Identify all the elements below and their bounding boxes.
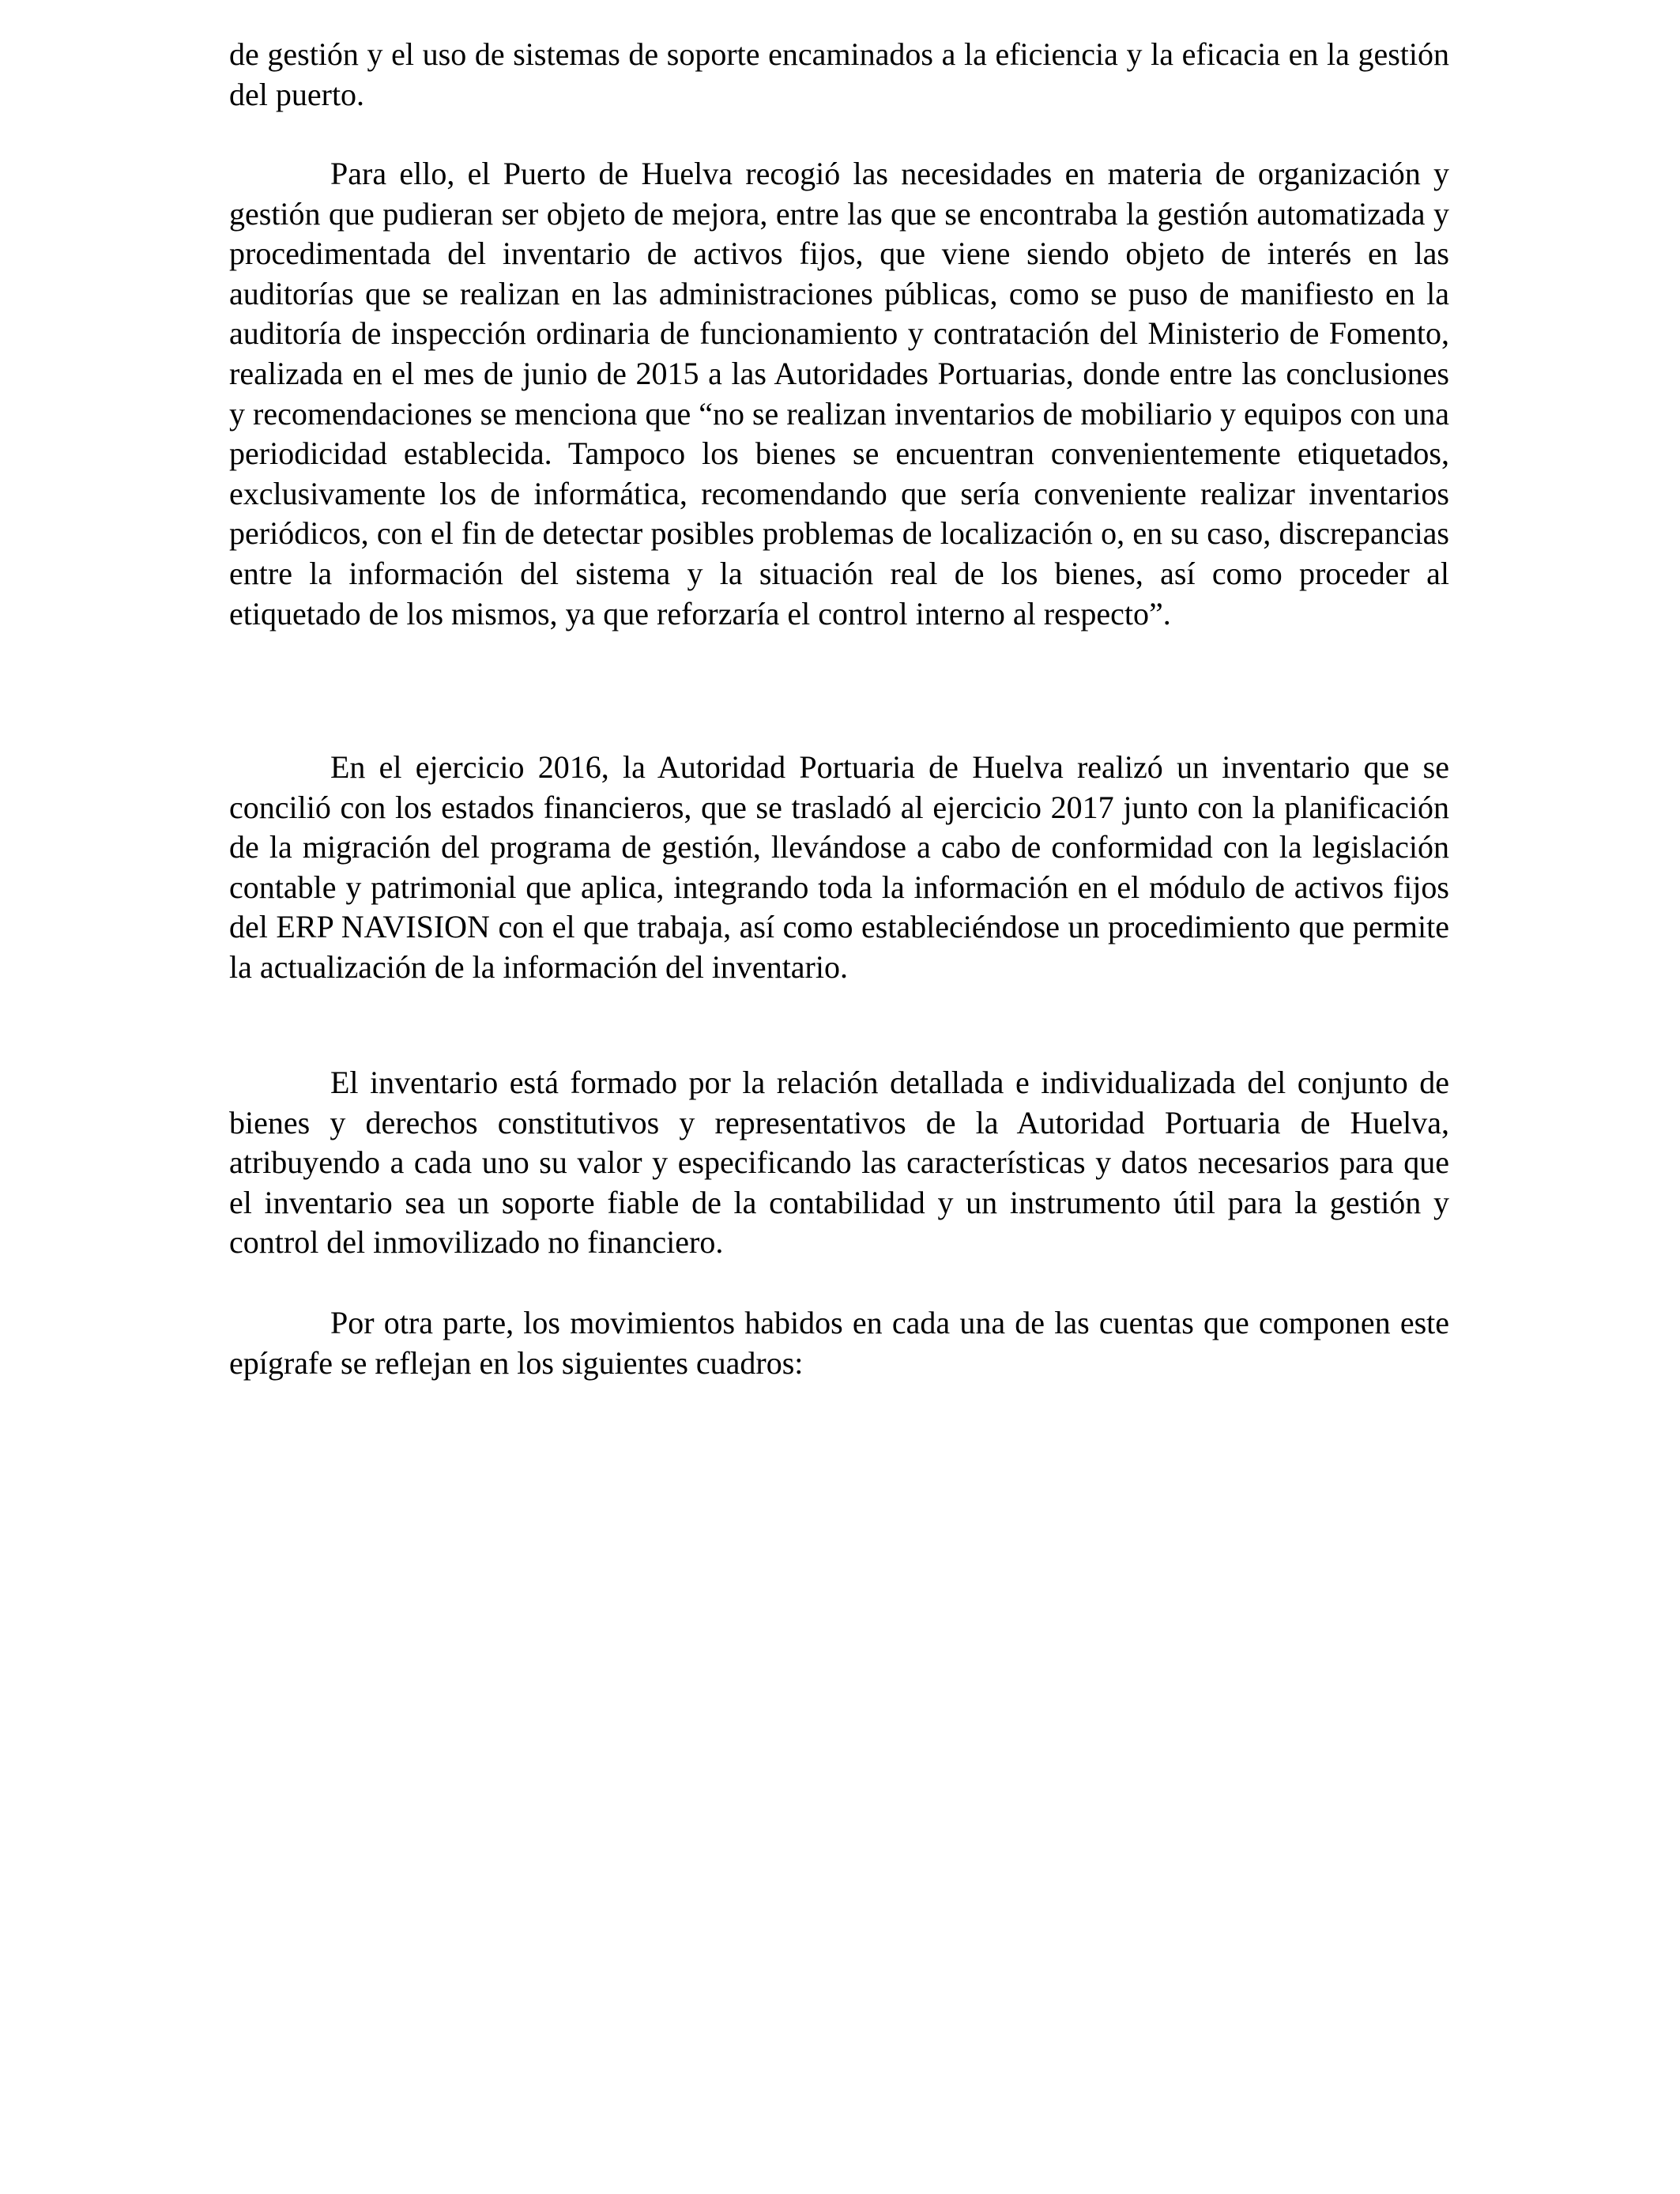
- paragraph-audit-context: Para ello, el Puerto de Huelva recogió las necesidades en materia de organización y gestión que pudieran ser objeto de mejora, entre las que se encontraba la gestión automatizada y procedimentada del inventario de activos fijos, que viene siendo objeto de interés en las auditorías que se realizan en las administraciones públicas, como se puso de manifiesto en la auditoría de inspección ordinaria de funcionamiento y contratación del Ministerio de Fomento, realizada en el mes de junio de 2015 a las Autoridades Portuarias, donde entre las conclusiones y recomendaciones se menciona que “no se realizan inventarios de mobiliario y equipos con una periodicidad establecida. Tampoco los bienes se encuentran convenientemente etiquetados, exclusivamente los de informática, recomendando que sería conveniente realizar inventarios periódicos, con el fin de detectar posibles problemas de localización o, en su caso, discrepancias entre la información del sistema y la situación real de los bienes, así como proceder al etiquetado de los mismos, ya que reforzaría el control interno al respecto”.: [229, 156, 1449, 631]
- paragraph-continuation: de gestión y el uso de sistemas de soporte encaminados a la eficiencia y la eficacia en la gestión del puerto.: [229, 36, 1449, 112]
- paragraph-inventory-definition: El inventario está formado por la relación detallada e individualizada del conjunto de bienes y derechos constitutivos y representativos de la Autoridad Portuaria de Huelva, atribuyendo a cada uno su valor y especificando las características y datos necesarios para que el inventario sea un soporte fiable de la contabilidad y un instrumento útil para la gestión y control del inmovilizado no financiero.: [229, 1065, 1449, 1261]
- paragraph-movements-intro: Por otra parte, los movimientos habidos en cada una de las cuentas que componen este epígrafe se reflejan en los siguientes cuadros:: [229, 1305, 1449, 1381]
- paragraph-inventory-2016: En el ejercicio 2016, la Autoridad Portuaria de Huelva realizó un inventario que se concilió con los estados financieros, que se trasladó al ejercicio 2017 junto con la planificación de la migración del programa de gestión, llevándose a cabo de conformidad con la legislación contable y patrimonial que aplica, integrando toda la información en el módulo de activos fijos del ERP NAVISION con el que trabaja, así como estableciéndose un procedimiento que permite la actualización de la información del inventario.: [229, 749, 1449, 985]
